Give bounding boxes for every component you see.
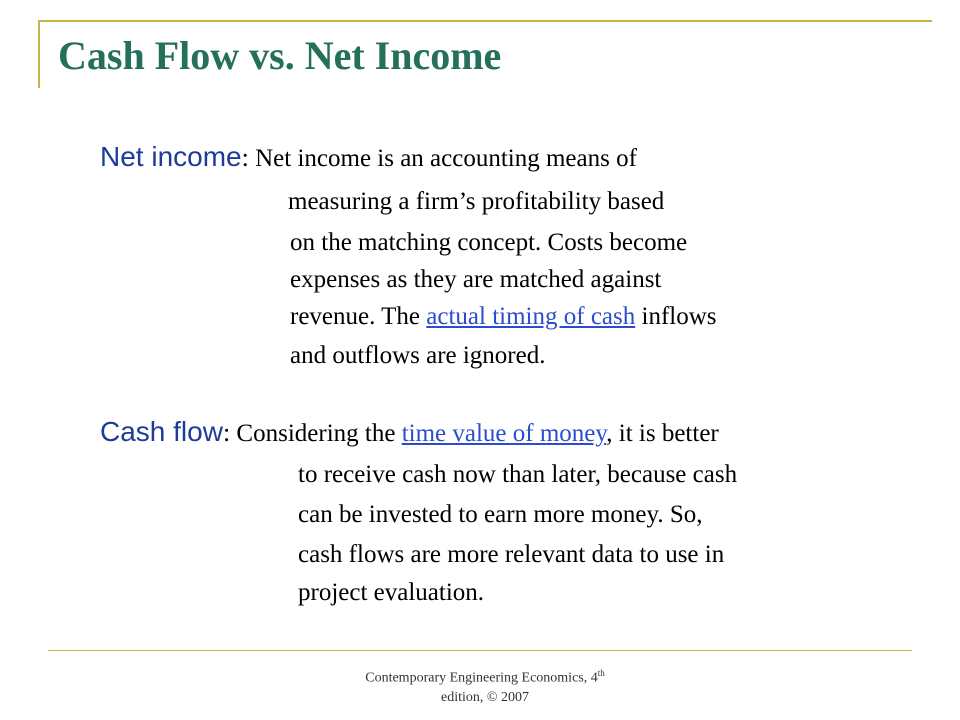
- slide-footer: [300, 664, 670, 707]
- cash-flow-line-2: to receive cash now than later, because cash: [298, 461, 738, 488]
- footer-line-1: [300, 664, 670, 688]
- net-income-line-2: measuring a firm’s profitability based: [288, 188, 665, 215]
- slide-title: Cash Flow vs. Net Income: [58, 33, 502, 78]
- cash-flow-line-3: can be invested to earn more money. So,: [298, 501, 703, 528]
- net-income-line-5-after: inflows: [635, 303, 717, 330]
- net-income-line-6: and outflows are ignored.: [290, 342, 546, 369]
- cash-flow-line-1-before: Considering the: [230, 420, 402, 447]
- top-accent-rule: [40, 20, 932, 22]
- cash-flow-term: Cash flow: [100, 416, 223, 447]
- net-income-line-5: [290, 298, 717, 335]
- cash-flow-line-5: project evaluation.: [298, 579, 485, 606]
- net-income-line-1: Net income is an accounting means of: [248, 145, 637, 172]
- net-income-term: Net income: [100, 141, 242, 172]
- footer-superscript: th: [597, 668, 605, 678]
- left-accent-rule: [38, 20, 40, 88]
- time-value-of-money-link[interactable]: time value of money: [401, 420, 607, 447]
- cash-flow-colon: :: [222, 418, 231, 447]
- net-income-colon: :: [241, 143, 249, 172]
- net-income-line-4: expenses as they are matched against: [290, 266, 662, 293]
- footer-rule: [48, 650, 912, 651]
- cash-flow-line-1-after: , it is better: [606, 420, 719, 447]
- footer-line-1-text: Contemporary Engineering Economics, 4: [365, 670, 598, 686]
- cash-flow-line-4: cash flows are more relevant data to use in: [298, 541, 725, 568]
- actual-timing-of-cash-link[interactable]: actual timing of cash: [426, 303, 636, 330]
- net-income-line-3: on the matching concept. Costs become: [290, 229, 688, 256]
- net-income-line-5-before: revenue. The: [290, 303, 427, 330]
- footer-line-2: edition, © 2007: [440, 689, 530, 705]
